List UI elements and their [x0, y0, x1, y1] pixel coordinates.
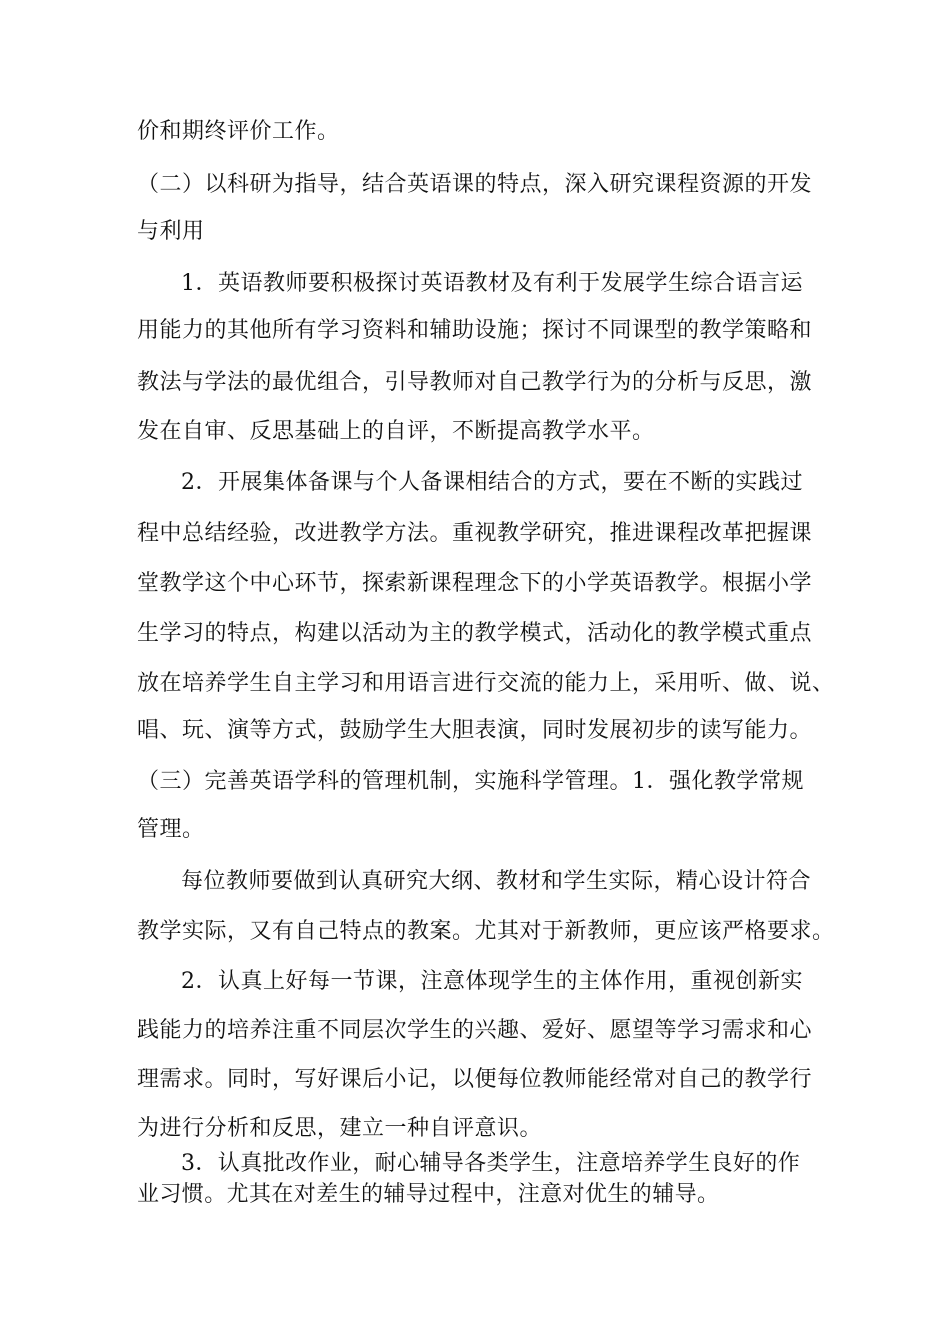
text-line: 每位教师要做到认真研究大纲、教材和学生实际，精心设计符合 [181, 869, 812, 894]
text-line: 2．开展集体备课与个人备课相结合的方式，要在不断的实践过 [181, 470, 803, 495]
text-line: 3．认真批改作业，耐心辅导各类学生，注意培养学生良好的作 [181, 1151, 801, 1176]
text-line: 1．英语教师要积极探讨英语教材及有利于发展学生综合语言运 [181, 271, 803, 296]
text-line: 价和期终评价工作。 [137, 119, 340, 144]
text-line: 生学习的特点，构建以活动为主的教学模式，活动化的教学模式重点 [137, 621, 813, 646]
text-line: 唱、玩、演等方式，鼓励学生大胆表演，同时发展初步的读写能力。 [137, 718, 813, 743]
text-line: 理需求。同时，写好课后小记，以便每位教师能经常对自己的教学行 [137, 1067, 813, 1092]
text-line: 教学实际，又有自己特点的教案。尤其对于新教师，更应该严格要求。 [137, 919, 835, 944]
text-line: 堂教学这个中心环节，探索新课程理念下的小学英语教学。根据小学 [137, 571, 813, 596]
text-line: 用能力的其他所有学习资料和辅助设施；探讨不同课型的教学策略和 [137, 318, 813, 343]
section-heading: （三）完善英语学科的管理机制，实施科学管理。1．强化教学常规 [137, 769, 804, 794]
text-line: 业习惯。尤其在对差生的辅导过程中，注意对优生的辅导。 [137, 1182, 720, 1207]
text-line: 放在培养学生自主学习和用语言进行交流的能力上，采用听、做、说、 [137, 671, 835, 696]
text-line: 程中总结经验，改进教学方法。重视教学研究，推进课程改革把握课 [137, 521, 813, 546]
section-heading-continued: 与利用 [137, 219, 205, 244]
text-line: 发在自审、反思基础上的自评，不断提高教学水平。 [137, 419, 655, 444]
text-line: 教法与学法的最优组合，引导教师对自己教学行为的分析与反思，激 [137, 370, 813, 395]
section-heading-continued: 管理。 [137, 817, 205, 842]
text-line: 为进行分析和反思，建立一种自评意识。 [137, 1116, 543, 1141]
text-line: 2．认真上好每一节课，注意体现学生的主体作用，重视创新实 [181, 969, 803, 994]
section-heading: （二）以科研为指导，结合英语课的特点，深入研究课程资源的开发 [137, 172, 813, 197]
text-line: 践能力的培养注重不同层次学生的兴趣、爱好、愿望等学习需求和心 [137, 1018, 813, 1043]
